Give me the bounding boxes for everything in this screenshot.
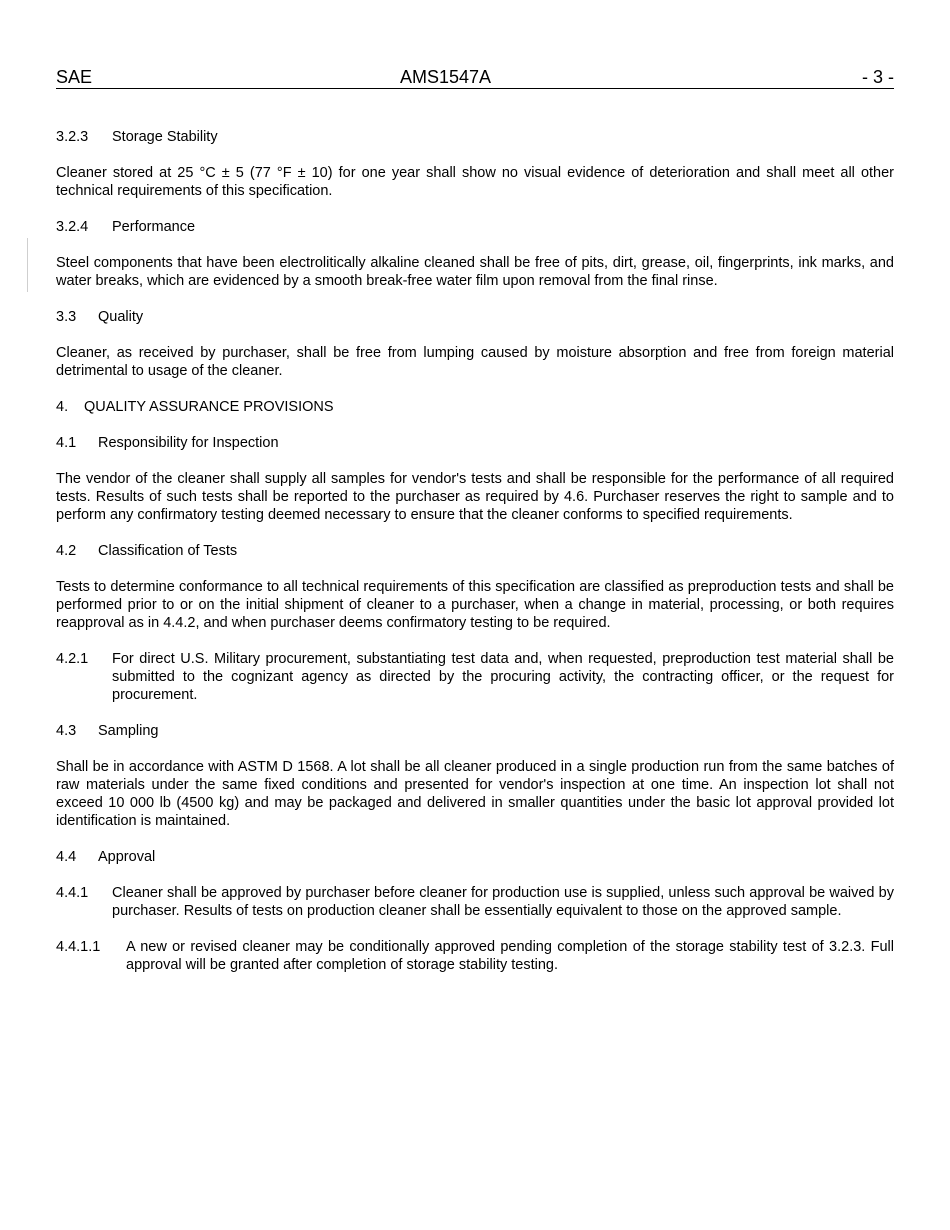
section-heading [56, 542, 894, 560]
section-number: 4.2.1 [56, 651, 89, 667]
header-org: SAE [56, 67, 93, 87]
section-number: 4.4.1 [56, 885, 89, 901]
section-number: 4.3 [56, 723, 77, 739]
section-heading [56, 218, 894, 236]
numbered-paragraph [56, 938, 894, 974]
header-page-number: - 3 - [861, 67, 894, 87]
section-heading [56, 128, 894, 146]
section-paragraph: Cleaner, as received by purchaser, shall be free from lumping caused by moisture absorption and free from foreign material detrimental to usage of the cleaner. [56, 345, 894, 379]
section-number: 4. [56, 399, 69, 415]
section-number: 3.2.4 [56, 219, 89, 235]
section-number: 4.4.1.1 [56, 939, 101, 955]
section-heading [56, 848, 894, 866]
document-body [56, 128, 894, 992]
section-title: Responsibility for Inspection [98, 435, 279, 451]
section-heading [56, 434, 894, 452]
section-paragraph: Cleaner shall be approved by purchaser before cleaner for production use is supplied, unless such approval be waived by purchaser. Results of tests on production cleaner shall be essentially equivalent to those on the approved sample. [112, 885, 894, 919]
section-paragraph: Tests to determine conformance to all technical requirements of this specification are classified as preproduction tests and shall be performed prior to or on the initial shipment of cleaner to a purchaser, when a change in material, processing, or both requires reapproval as in 4.4.2, and when purchaser deems confirmatory testing to be required. [56, 579, 894, 631]
section-number: 4.2 [56, 543, 77, 559]
section-number: 3.2.3 [56, 129, 89, 145]
section-title: QUALITY ASSURANCE PROVISIONS [84, 399, 334, 415]
section-paragraph: Steel components that have been electrolitically alkaline cleaned shall be free of pits, dirt, grease, oil, fingerprints, ink marks, and water breaks, which are evidenced by a smooth break-free water film upon removal from the final rinse. [56, 255, 894, 289]
section-heading [56, 722, 894, 740]
section-title: Approval [98, 849, 156, 865]
section-heading [56, 308, 894, 326]
section-heading [56, 398, 894, 416]
section-paragraph: For direct U.S. Military procurement, substantiating test data and, when requested, preproduction test material shall be submitted to the cognizant agency as directed by the procuring activity, the contracting officer, or the request for procurement. [112, 651, 894, 703]
section-paragraph: A new or revised cleaner may be conditionally approved pending completion of the storage stability test of 3.2.3. Full approval will be granted after completion of storage stability testing. [126, 939, 894, 973]
page-header [56, 66, 894, 89]
numbered-paragraph [56, 650, 894, 704]
section-number: 3.3 [56, 309, 77, 325]
section-title: Performance [112, 219, 196, 235]
section-number: 4.1 [56, 435, 77, 451]
revision-change-bar [27, 238, 28, 292]
section-title: Sampling [98, 723, 159, 739]
section-paragraph: The vendor of the cleaner shall supply all samples for vendor's tests and shall be responsible for the performance of all required tests. Results of such tests shall be reported to the purchaser as required by 4.6. Purchaser reserves the right to sample and to perform any confirmatory testing deemed necessary to ensure that the cleaner conforms to specified requirements. [56, 471, 894, 523]
numbered-paragraph [56, 884, 894, 920]
section-paragraph: Cleaner stored at 25 °C ± 5 (77 °F ± 10) for one year shall show no visual evidence of deterioration and shall meet all other technical requirements of this specification. [56, 165, 894, 199]
header-doc-id: AMS1547A [400, 67, 492, 87]
section-paragraph: Shall be in accordance with ASTM D 1568. A lot shall be all cleaner produced in a single production run from the same batches of raw materials under the same fixed conditions and presented for vendor's inspection at one time. An inspection lot shall not exceed 10 000 lb (4500 kg) and may be packaged and delivered in smaller quantities under the basic lot approval provided lot identification is maintained. [56, 759, 894, 829]
section-title: Storage Stability [112, 129, 218, 145]
section-number: 4.4 [56, 849, 77, 865]
section-title: Classification of Tests [98, 543, 238, 559]
section-title: Quality [98, 309, 144, 325]
